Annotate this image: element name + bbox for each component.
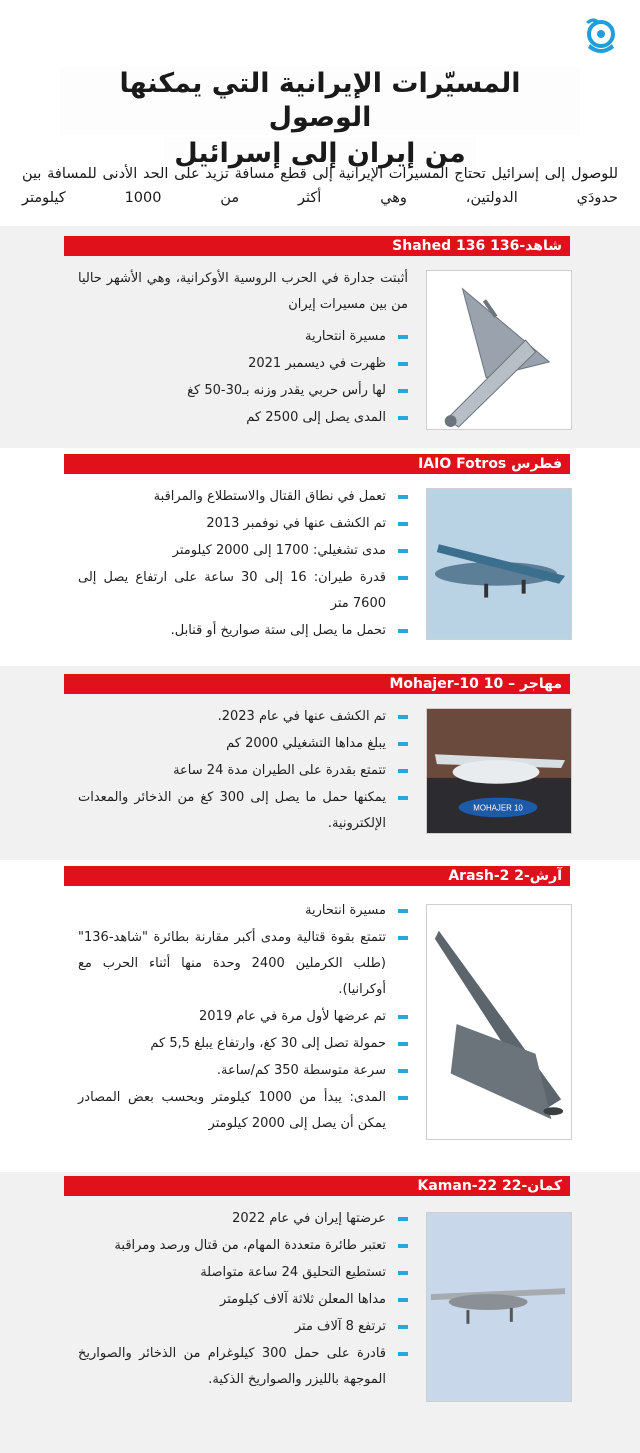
fotros-drone-image [426,488,572,640]
list-item: حمولة تصل إلى 30 كغ، وارتفاع يبلغ 5,5 كم [78,1031,408,1057]
list-item: مسيرة انتحارية [78,324,408,350]
kaman-22-details [78,1206,408,1394]
arash-2-details [78,898,408,1138]
section-arash-2 [0,860,640,1172]
list-item: مداها المعلن ثلاثة آلاف كيلومتر [78,1287,408,1313]
shahed-136-drone-image [426,270,572,430]
drone-name-bar: آرش-2 Arash-2 [64,866,570,886]
intro-paragraph: للوصول إلى إسرائيل تحتاج المسيرات الإيرانية إلى قطع مسافة تزيد على الحد الأدنى للمسافة بين حدودَي الدولتين، وهي أكثر من 1000 كيلومتر [22,166,618,206]
list-item: سرعة متوسطة 350 كم/ساعة. [78,1058,408,1084]
list-item: تعتبر طائرة متعددة المهام، من قتال ورصد ومراقبة [78,1233,408,1259]
title-line-2: من إيران إلى إسرائيل [164,137,476,171]
fotros-details [78,484,408,645]
drone-points-list [78,898,408,1137]
list-item: مدى تشغيلي: 1700 إلى 2000 كيلومتر [78,538,408,564]
list-item: ترتفع 8 آلاف متر [78,1314,408,1340]
list-item: عرضتها إيران في عام 2022 [78,1206,408,1232]
list-item: قادرة على حمل 300 كيلوغرام من الذخائر والصواريخ الموجهة بالليزر والصواريخ الذكية. [78,1341,408,1393]
list-item: تعمل في نطاق القتال والاستطلاع والمراقبة [78,484,408,510]
list-item: المدى يصل إلى 2500 كم [78,405,408,431]
drone-points-list [78,484,408,644]
list-item: ظهرت في ديسمبر 2021 [78,351,408,377]
section-mohajer-10 [0,666,640,860]
drone-name-bar: مهاجر – 10 Mohajer-10 [64,674,570,694]
list-item: تستطيع التحليق 24 ساعة متواصلة [78,1260,408,1286]
drone-lead-text: أثبتت جدارة في الحرب الروسية الأوكرانية، وهي الأشهر حاليا من بين مسيرات إيران [78,271,408,312]
section-fotros [0,448,640,666]
title-line-1: المسيّرات الإيرانية التي يمكنها الوصول [60,67,580,135]
mohajer-10-details [78,704,408,838]
shahed-136-details [78,266,408,432]
list-item: تتمتع بقوة قتالية ومدى أكبر مقارنة بطائرة "شاهد-136" (طلب الكرملين 2400 وحدة منها أثناء الحرب مع أوكرانيا). [78,925,408,1003]
drone-points-list [78,1206,408,1393]
section-kaman-22 [0,1172,640,1453]
drone-name-bar: فطرس IAIO Fotros [64,454,570,474]
page-title [60,66,580,171]
drone-points-list [78,704,408,837]
drone-name-bar: شاهد-136 Shahed 136 [64,236,570,256]
list-item: المدى: يبدأ من 1000 كيلومتر وبحسب بعض المصادر يمكن أن يصل إلى 2000 كيلومتر [78,1085,408,1137]
list-item: تم عرضها لأول مرة في عام 2019 [78,1004,408,1030]
mohajer-10-image-caption: MOHAJER 10 [473,803,523,813]
list-item: يمكنها حمل ما يصل إلى 300 كغ من الذخائر والمعدات الإلكترونية. [78,785,408,837]
kaman-22-drone-image [426,1212,572,1402]
drone-points-list [78,324,408,431]
drone-name-bar: كمان-22 Kaman-22 [64,1176,570,1196]
list-item: تتمتع بقدرة على الطيران مدة 24 ساعة [78,758,408,784]
al-jazeera-logo-icon [580,14,622,58]
list-item: تم الكشف عنها في عام 2023. [78,704,408,730]
list-item: مسيرة انتحارية [78,898,408,924]
list-item: قدرة طيران: 16 إلى 30 ساعة على ارتفاع يصل إلى 7600 متر [78,565,408,617]
list-item: يبلغ مداها التشغيلي 2000 كم [78,731,408,757]
section-shahed-136 [0,226,640,448]
arash-2-drone-image [426,904,572,1140]
list-item: تحمل ما يصل إلى ستة صواريخ أو قنابل. [78,618,408,644]
list-item: تم الكشف عنها في نوفمبر 2013 [78,511,408,537]
list-item: لها رأس حربي يقدر وزنه بـ30-50 كغ [78,378,408,404]
mohajer-10-drone-image [426,708,572,834]
